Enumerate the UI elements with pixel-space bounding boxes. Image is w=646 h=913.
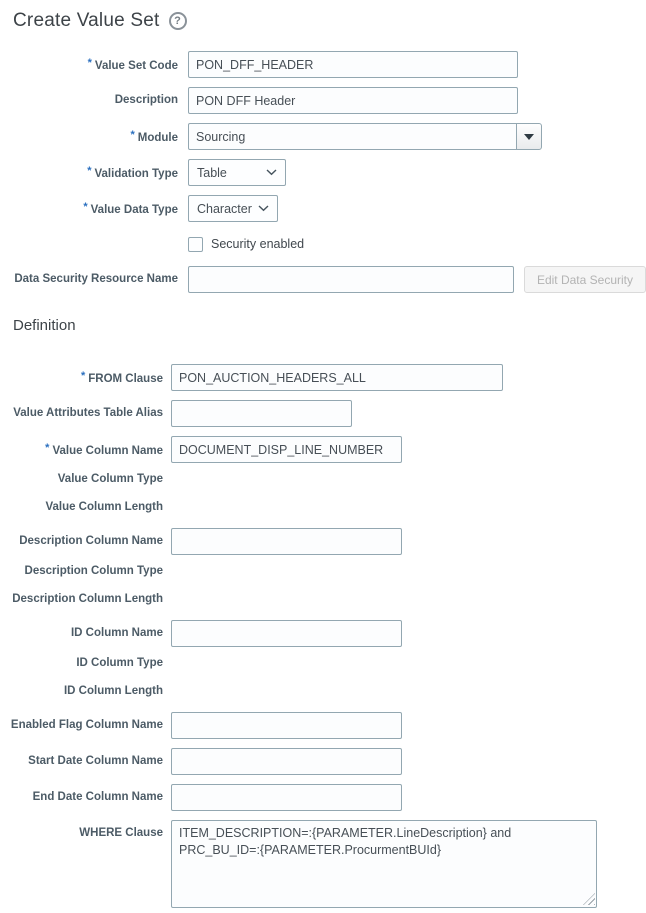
start-date-column-name-row xyxy=(0,748,646,775)
from-clause-row xyxy=(0,364,646,391)
id-column-name-input[interactable] xyxy=(171,620,402,647)
description-column-length-row xyxy=(0,592,646,606)
description-column-type-row xyxy=(0,564,646,578)
module-dropdown-button[interactable] xyxy=(516,123,542,150)
description-column-name-label-text: Description Column Name xyxy=(19,535,163,547)
module-label-text: Module xyxy=(137,131,178,144)
value-attributes-table-alias-row xyxy=(0,400,646,427)
id-column-length-row xyxy=(0,684,646,698)
value-set-code-row xyxy=(0,51,646,78)
page-title: Create Value Set xyxy=(13,10,160,31)
id-column-length-label: ID Column Length xyxy=(63,684,163,697)
required-asterisk: * xyxy=(87,56,92,69)
id-column-name-label xyxy=(0,627,163,640)
where-clause-textarea-wrap xyxy=(171,820,597,908)
help-icon[interactable]: ? xyxy=(169,12,187,30)
validation-type-label-text: Validation Type xyxy=(94,167,178,180)
value-set-code-label-text: Value Set Code xyxy=(94,59,178,72)
data-security-resource-name-label xyxy=(0,273,178,286)
from-clause-input[interactable] xyxy=(171,364,503,391)
validation-type-row xyxy=(0,159,646,186)
data-security-resource-name-label-text: Data Security Resource Name xyxy=(14,273,178,285)
validation-type-value: Table xyxy=(197,165,227,180)
chevron-down-icon xyxy=(258,205,269,212)
value-attributes-table-alias-input[interactable] xyxy=(171,400,352,427)
id-column-type-row xyxy=(0,656,646,670)
end-date-column-name-label-text: End Date Column Name xyxy=(32,791,163,803)
dropdown-arrow-icon xyxy=(524,134,534,140)
description-column-name-label xyxy=(0,535,163,548)
chevron-down-icon xyxy=(266,169,277,176)
value-data-type-label xyxy=(0,201,178,217)
enabled-flag-column-name-label xyxy=(0,719,163,732)
validation-type-label xyxy=(0,165,178,181)
security-enabled-checkbox[interactable] xyxy=(188,237,203,252)
id-column-name-label-text: ID Column Name xyxy=(70,627,163,639)
value-column-name-input[interactable] xyxy=(171,436,402,463)
edit-data-security-button[interactable]: Edit Data Security xyxy=(524,266,646,293)
from-clause-label xyxy=(0,370,163,386)
where-clause-textarea[interactable] xyxy=(171,820,597,908)
definition-section-title: Definition xyxy=(13,317,76,334)
value-column-name-label xyxy=(0,442,163,458)
where-clause-row xyxy=(0,820,646,908)
where-clause-label-text: WHERE Clause xyxy=(79,827,163,839)
where-clause-label xyxy=(0,820,163,840)
value-set-code-label xyxy=(0,57,178,73)
value-column-length-row xyxy=(0,500,646,514)
data-security-resource-name-input[interactable] xyxy=(188,266,514,293)
module-input[interactable] xyxy=(188,123,517,150)
end-date-column-name-row xyxy=(0,784,646,811)
end-date-column-name-input[interactable] xyxy=(171,784,402,811)
description-label xyxy=(0,94,178,107)
description-column-length-label: Description Column Length xyxy=(12,592,163,605)
page-header xyxy=(0,10,646,32)
module-label xyxy=(0,129,178,145)
value-attributes-table-alias-label-text: Value Attributes Table Alias xyxy=(13,407,163,419)
start-date-column-name-input[interactable] xyxy=(171,748,402,775)
validation-type-select[interactable] xyxy=(188,159,286,186)
value-data-type-value: Character xyxy=(197,201,252,216)
module-row xyxy=(0,123,646,150)
value-data-type-row xyxy=(0,195,646,222)
description-column-name-input[interactable] xyxy=(171,528,402,555)
description-row xyxy=(0,87,646,114)
value-column-name-label-text: Value Column Name xyxy=(52,444,163,457)
required-asterisk: * xyxy=(80,369,86,382)
start-date-column-name-label xyxy=(0,755,163,768)
data-security-resource-name-row xyxy=(0,266,646,293)
from-clause-label-text: FROM Clause xyxy=(88,372,163,385)
description-column-name-row xyxy=(0,528,646,555)
value-column-length-label: Value Column Length xyxy=(45,500,163,513)
description-column-type-label: Description Column Type xyxy=(24,564,163,577)
required-asterisk: * xyxy=(87,164,92,177)
value-data-type-label-text: Value Data Type xyxy=(90,203,178,216)
id-column-type-label: ID Column Type xyxy=(76,656,163,669)
enabled-flag-column-name-row xyxy=(0,712,646,739)
required-asterisk: * xyxy=(130,128,135,141)
value-attributes-table-alias-label xyxy=(0,407,163,420)
security-enabled-label: Security enabled xyxy=(211,237,305,251)
required-asterisk: * xyxy=(45,441,50,454)
module-combobox xyxy=(188,123,542,150)
required-asterisk: * xyxy=(83,200,88,213)
value-column-name-row xyxy=(0,436,646,463)
security-enabled-row xyxy=(0,236,646,252)
value-set-code-input[interactable] xyxy=(188,51,518,78)
start-date-column-name-label-text: Start Date Column Name xyxy=(28,755,163,767)
description-input[interactable] xyxy=(188,87,518,114)
enabled-flag-column-name-input[interactable] xyxy=(171,712,402,739)
description-label-text: Description xyxy=(114,94,178,106)
value-column-type-label: Value Column Type xyxy=(57,472,163,485)
id-column-name-row xyxy=(0,620,646,647)
value-column-type-row xyxy=(0,472,646,486)
end-date-column-name-label xyxy=(0,791,163,804)
value-data-type-select[interactable] xyxy=(188,195,278,222)
enabled-flag-column-name-label-text: Enabled Flag Column Name xyxy=(10,719,163,731)
